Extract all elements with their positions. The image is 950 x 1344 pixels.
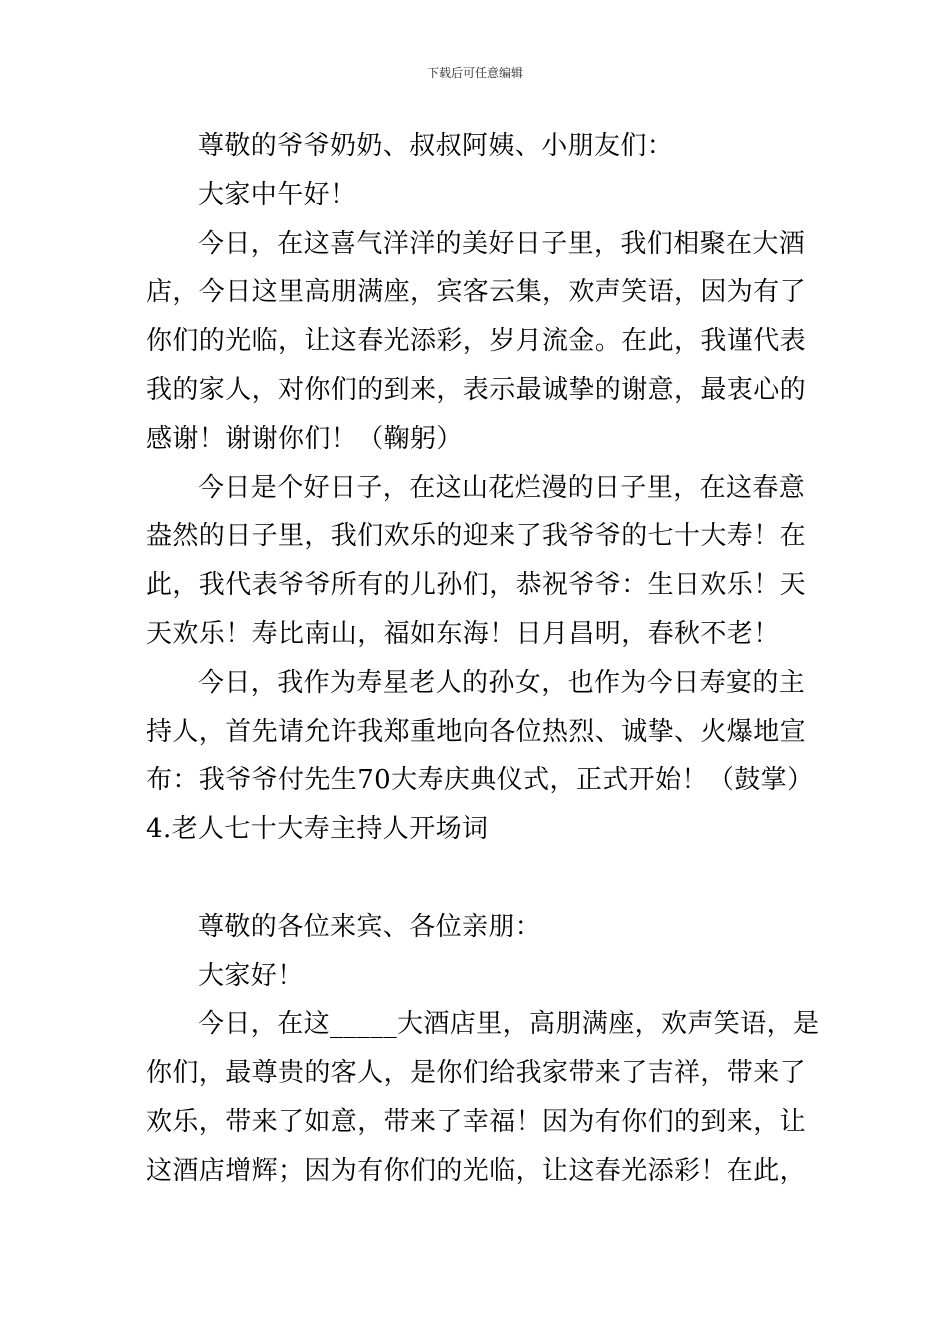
paragraph-line: 你们，最尊贵的客人，是你们给我家带来了吉祥，带来了 [146, 1058, 807, 1089]
paragraph-line: 店，今日这里高朋满座，宾客云集，欢声笑语，因为有了 [146, 277, 807, 308]
paragraph-line: 持人，首先请允许我郑重地向各位热烈、诚挚、火爆地宣 [146, 716, 807, 747]
paragraph-line: 这酒店增辉；因为有你们的光临，让这春光添彩！在此， [146, 1155, 807, 1186]
blank-spacer [146, 854, 810, 903]
section-heading: 4.老人七十大寿主持人开场词 [146, 814, 489, 845]
paragraph-line: 感谢！谢谢你们！（鞠躬） [146, 423, 463, 454]
greeting-line: 大家好！ [198, 960, 304, 991]
salutation-line: 尊敬的各位来宾、各位亲朋： [198, 911, 542, 942]
paragraph-line: 今日，在这喜气洋洋的美好日子里，我们相聚在大酒 [198, 228, 806, 259]
greeting-line: 大家中午好！ [198, 179, 357, 210]
paragraph-line: 盎然的日子里，我们欢乐的迎来了我爷爷的七十大寿！在 [146, 521, 807, 552]
paragraph-line: 你们的光临，让这春光添彩，岁月流金。在此，我谨代表 [146, 326, 807, 357]
paragraph-line: 欢乐，带来了如意，带来了幸福！因为有你们的到来，让 [146, 1106, 807, 1137]
salutation-line: 尊敬的爷爷奶奶、叔叔阿姨、小朋友们： [198, 131, 674, 161]
paragraph-line: 此，我代表爷爷所有的儿孙们，恭祝爷爷：生日欢乐！天 [146, 570, 807, 601]
paragraph-line: 今日，在这_____大酒店里，高朋满座，欢声笑语，是 [198, 1009, 820, 1040]
paragraph-line: 今日是个好日子，在这山花烂漫的日子里，在这春意 [198, 472, 806, 503]
paragraph-line: 布：我爷爷付先生70大寿庆典仪式，正式开始！（鼓掌） [146, 765, 814, 796]
page-header-note: 下载后可任意编辑 [426, 66, 523, 80]
document-body [146, 122, 820, 1196]
paragraph-line: 今日，我作为寿星老人的孙女，也作为今日寿宴的主 [198, 667, 806, 698]
paragraph-line: 我的家人，对你们的到来，表示最诚挚的谢意，最衷心的 [146, 374, 807, 405]
paragraph-line: 天欢乐！寿比南山，福如东海！日月昌明，春秋不老！ [146, 618, 780, 649]
